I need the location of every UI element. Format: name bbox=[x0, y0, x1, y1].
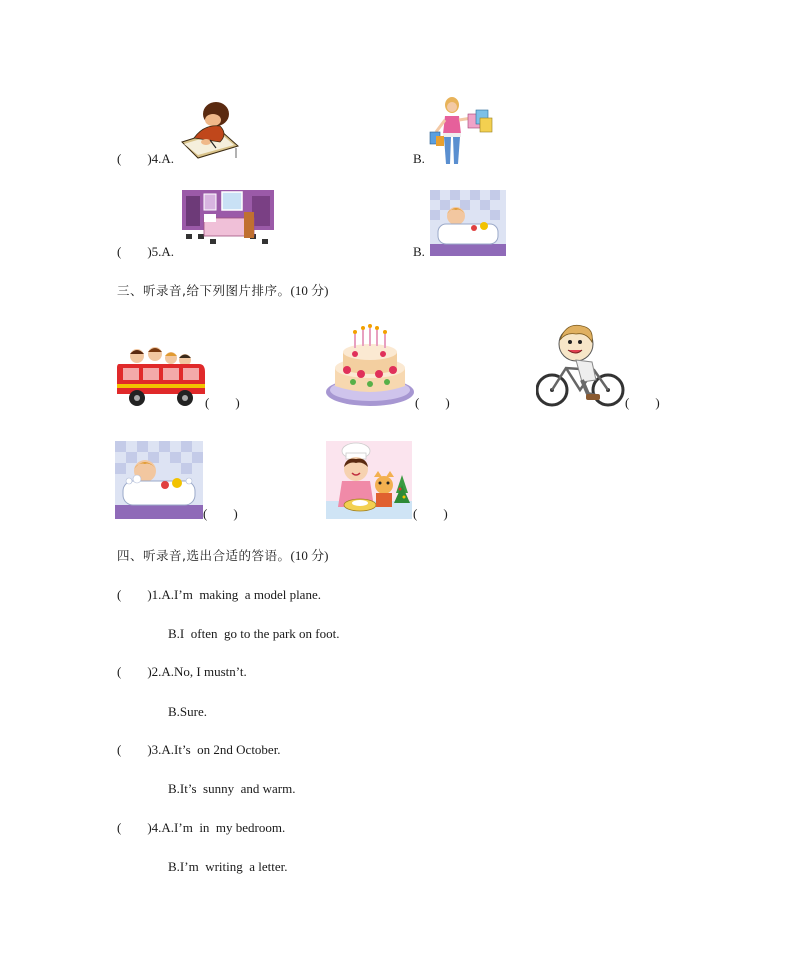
girl-cooking-icon bbox=[326, 441, 412, 519]
birthday-cake-icon bbox=[325, 324, 415, 408]
s4-q4-line bbox=[117, 821, 285, 834]
shopping-woman-icon bbox=[428, 96, 496, 166]
s4-q2-option-a: No, I mustn’t. bbox=[174, 664, 247, 679]
section3-blank-5: ( ) bbox=[413, 506, 448, 521]
bedroom-icon bbox=[182, 190, 274, 248]
s4-q1-prefix: ( )1.A. bbox=[117, 587, 175, 602]
section3-score: (10 分) bbox=[290, 283, 329, 298]
section3-heading bbox=[117, 284, 328, 298]
boy-on-bicycle-icon bbox=[536, 322, 626, 408]
bathtub-child-icon bbox=[430, 190, 506, 256]
q5-b-label: B. bbox=[413, 244, 425, 259]
child-in-bathtub-icon bbox=[115, 441, 203, 519]
section3-blank-1: ( ) bbox=[205, 395, 240, 410]
s4-q3-prefix: ( )3.A. bbox=[117, 742, 175, 757]
s4-q1-option-b: B.I often go to the park on foot. bbox=[168, 626, 340, 641]
section3-blank-2: ( ) bbox=[415, 395, 450, 410]
writing-student-icon bbox=[180, 98, 240, 160]
s4-q2-prefix: ( )2.A. bbox=[117, 664, 175, 679]
s4-q3-option-b: B.It’s sunny and warm. bbox=[168, 781, 296, 796]
s4-q2-option-b: B.Sure. bbox=[168, 704, 207, 719]
section3-title: 三、听录音,给下列图片排序。 bbox=[117, 283, 291, 298]
q5-prefix: ( )5.A. bbox=[117, 244, 175, 259]
s4-q2-line bbox=[117, 665, 247, 678]
s4-q4-prefix: ( )4.A. bbox=[117, 820, 175, 835]
s4-q4-option-b: B.I’m writing a letter. bbox=[168, 859, 288, 874]
s4-q3-option-a: It’s on 2nd October. bbox=[174, 742, 281, 757]
bus-with-family-icon bbox=[115, 346, 207, 408]
section4-heading bbox=[117, 549, 328, 563]
section4-title: 四、听录音,选出合适的答语。 bbox=[117, 548, 291, 563]
section3-blank-3: ( ) bbox=[625, 395, 660, 410]
s4-q1-line bbox=[117, 588, 321, 601]
section4-score: (10 分) bbox=[290, 548, 329, 563]
q4-b-label: B. bbox=[413, 151, 425, 166]
section3-blank-4: ( ) bbox=[203, 506, 238, 521]
s4-q3-line bbox=[117, 743, 281, 756]
s4-q4-option-a: I’m in my bedroom. bbox=[174, 820, 286, 835]
s4-q1-option-a: I’m making a model plane. bbox=[174, 587, 321, 602]
q4-prefix: ( )4.A. bbox=[117, 151, 175, 166]
